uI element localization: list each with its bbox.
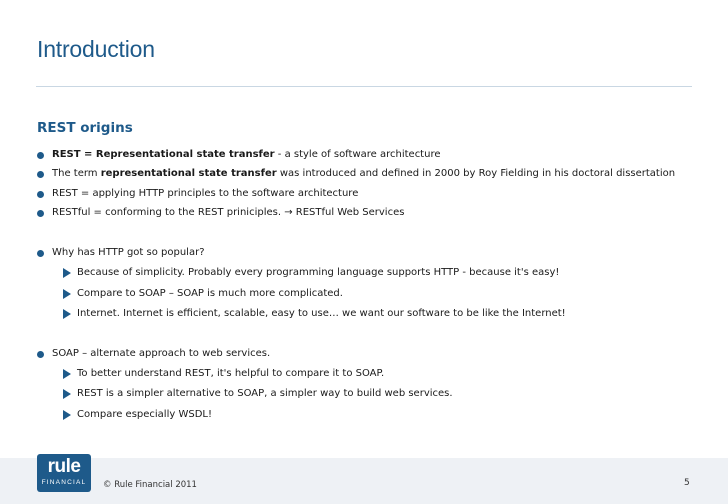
triangle-bullet-icon — [63, 369, 71, 379]
bullet-item — [37, 206, 404, 220]
sub-bullet-text: Internet. Internet is efficient, scalable, easy to use… we want our software to be like the Internet! — [77, 308, 566, 319]
bullet-item — [37, 148, 441, 162]
rule-financial-logo — [37, 454, 91, 492]
bullet-text: RESTful = conforming to the REST priniciples. → RESTful Web Services — [52, 207, 405, 218]
bullet-dot-icon — [37, 210, 44, 217]
page-number: 5 — [684, 478, 690, 488]
bullet-item — [37, 246, 205, 260]
sub-bullet-text: Because of simplicity. Probably every programming language supports HTTP - because it's easy! — [77, 267, 560, 278]
sub-bullet-item — [63, 287, 343, 301]
triangle-bullet-icon — [63, 309, 71, 319]
title-divider — [36, 86, 692, 87]
sub-bullet-text: REST is a simpler alternative to SOAP, a simpler way to build web services. — [77, 388, 453, 399]
sub-bullet-text: Compare to SOAP – SOAP is much more complicated. — [77, 288, 343, 299]
triangle-bullet-icon — [63, 289, 71, 299]
logo-subtext: FINANCIAL — [41, 479, 87, 486]
triangle-bullet-icon — [63, 268, 71, 278]
bullet-text: - a style of software architecture — [274, 149, 441, 160]
bullet-text: REST = applying HTTP principles to the software architecture — [52, 188, 359, 199]
logo-wordmark: rule — [47, 456, 81, 477]
slide-title: Introduction — [37, 36, 155, 62]
sub-bullet-item — [63, 307, 566, 321]
bullet-item — [37, 347, 270, 361]
triangle-bullet-icon — [63, 389, 71, 399]
bullet-dot-icon — [37, 250, 44, 257]
bullet-bold-text: representational state transfer — [100, 168, 277, 179]
bullet-dot-icon — [37, 171, 44, 178]
bullet-text: SOAP – alternate approach to web services. — [52, 348, 271, 359]
copyright-text: © Rule Financial 2011 — [103, 480, 197, 490]
bullet-item — [37, 167, 675, 181]
bullet-bold-text: REST = Representational state transfer — [52, 149, 275, 160]
sub-bullet-item — [63, 367, 384, 381]
bullet-dot-icon — [37, 351, 44, 358]
bullet-item — [37, 187, 358, 201]
sub-bullet-item — [63, 387, 453, 401]
section-heading: REST origins — [37, 120, 133, 136]
sub-bullet-item — [63, 408, 212, 422]
bullet-text: was introduced and defined in 2000 by Roy Fielding in his doctoral dissertation — [276, 168, 676, 179]
sub-bullet-text: To better understand REST, it's helpful to compare it to SOAP. — [77, 368, 385, 379]
bullet-dot-icon — [37, 191, 44, 198]
bullet-text: The term — [52, 168, 101, 179]
triangle-bullet-icon — [63, 410, 71, 420]
sub-bullet-text: Compare especially WSDL! — [77, 409, 212, 420]
bullet-text: Why has HTTP got so popular? — [52, 247, 205, 258]
bullet-dot-icon — [37, 152, 44, 159]
sub-bullet-item — [63, 266, 559, 280]
